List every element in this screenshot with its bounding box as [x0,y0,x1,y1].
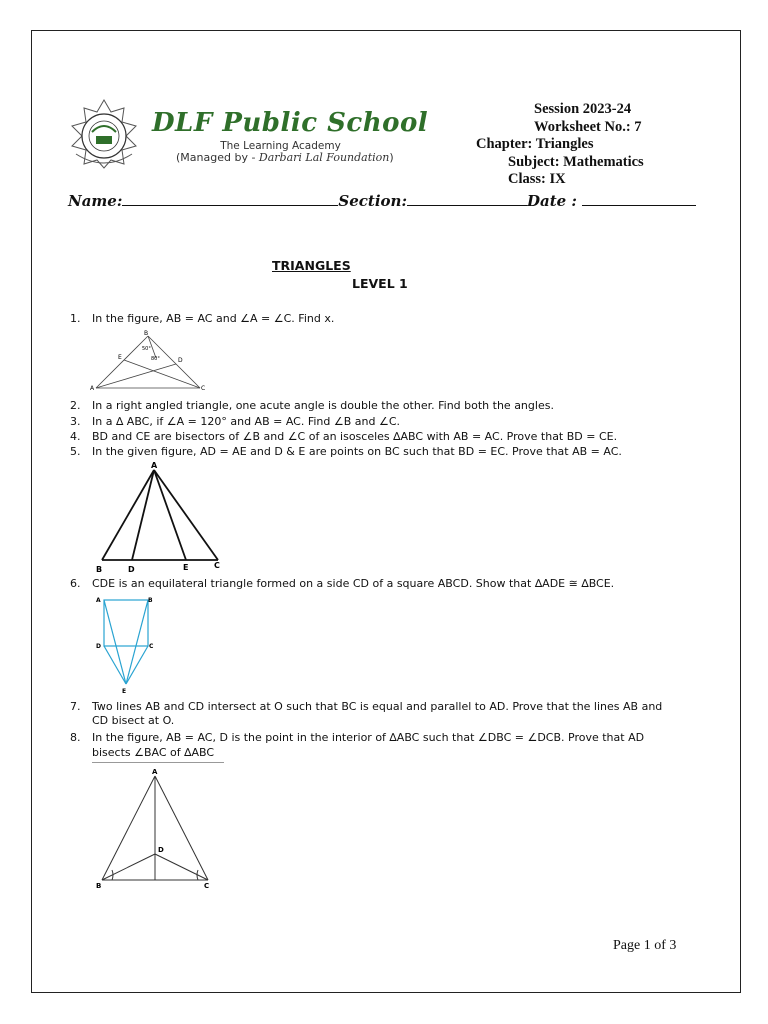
subject-label: Subject: Mathematics [508,154,644,170]
date-field[interactable] [582,193,696,206]
student-info-row [68,192,698,210]
managed-by [176,151,394,164]
question-number: 6. [70,577,81,590]
question-text: In a right angled triangle, one acute angle is double the other. Find both the angles. [92,399,554,412]
question-text: In the figure, AB = AC, D is the point in the interior of ∆ABC such that ∠DBC = ∠DCB. Prove that AD [92,731,645,744]
fig1-angle-80: 80° [151,356,160,362]
fig6-label-e: E [122,688,127,695]
question-number: 7. [70,700,81,713]
fig5-label-b: B [96,565,103,574]
fig5-label-e: E [183,563,189,572]
fig6-label-d: D [96,643,101,650]
fig1-label-c: C [201,385,206,392]
managed-foundation: Darbari Lal Foundation [258,151,390,164]
fig6-label-c: C [149,643,154,650]
section-label: Section: [338,192,407,210]
class-label: Class: IX [508,171,566,187]
question-text: In a ∆ ABC, if ∠A = 120° and AB = AC. Find ∠B and ∠C. [92,415,401,428]
question-number: 5. [70,445,81,458]
question-text: BD and CE are bisectors of ∠B and ∠C of an isosceles ∆ABC with AB = AC. Prove that BD = CE. [92,430,618,443]
date-label: Date : [526,192,577,210]
question-number: 1. [70,312,81,325]
question-text: In the given figure, AD = AE and D & E are points on BC such that BD = EC. Prove that AB = AC. [92,445,622,458]
fig8-label-c: C [204,882,210,890]
figure-divider [92,762,224,763]
fig1-label-e: E [118,354,122,361]
level-heading: LEVEL 1 [352,276,408,291]
school-logo-icon [66,98,142,170]
question-text: Two lines AB and CD intersect at O such that BC is equal and parallel to AD. Prove that the lines AB and [92,700,663,713]
worksheet-title: TRIANGLES [272,258,351,273]
fig6-label-b: B [148,597,153,604]
question-text: In the figure, AB = AC and ∠A = ∠C. Find x. [92,312,335,325]
fig1-angle-50: 50° [142,346,151,352]
question-text-line2: bisects ∠BAC of ∆ABC [92,746,215,759]
name-field[interactable] [122,193,338,206]
figure-5-triangle [92,458,232,576]
school-name: DLF Public School [152,108,429,138]
question-number: 2. [70,399,81,412]
name-label: Name: [68,192,123,210]
chapter-label: Chapter: Triangles [476,136,594,152]
question-text: CDE is an equilateral triangle formed on a side CD of a square ABCD. Show that ∆ADE ≅ ∆BCE. [92,577,615,590]
page-number: Page 1 of 3 [613,938,677,953]
fig5-label-a: A [151,461,158,470]
question-number: 8. [70,731,81,744]
managed-suffix: ) [389,151,394,164]
question-number: 4. [70,430,81,443]
fig1-label-a: A [90,385,95,392]
figure-1-triangle [90,328,210,392]
worksheet-number: Worksheet No.: 7 [534,119,642,135]
question-text-line2: CD bisect at O. [92,714,175,727]
fig8-label-a: A [152,768,158,776]
fig1-label-b: B [144,330,149,337]
fig5-label-c: C [214,561,220,570]
fig8-label-b: B [96,882,102,890]
fig6-label-a: A [96,597,101,604]
session-label: Session 2023-24 [534,101,632,117]
fig5-label-d: D [128,565,135,574]
question-number: 3. [70,415,81,428]
fig1-label-d: D [178,357,183,364]
managed-prefix: (Managed by - [176,151,259,164]
fig8-label-d: D [158,846,164,854]
school-tagline: The Learning Academy [220,140,341,152]
figure-6-square [92,592,162,696]
figure-8-triangle [92,764,222,894]
section-field[interactable] [407,193,527,206]
